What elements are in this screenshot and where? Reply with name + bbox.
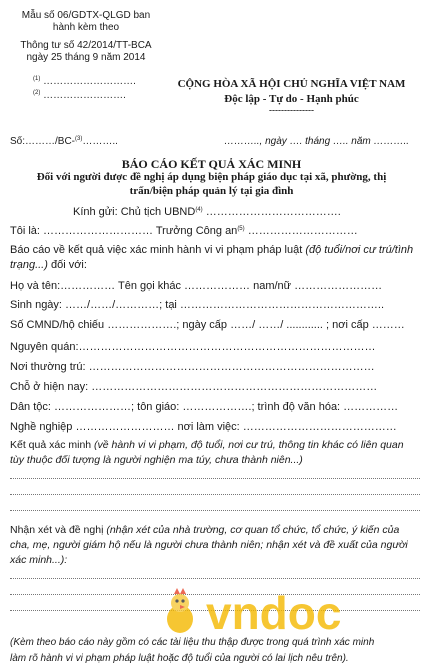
- blank-line: [10, 510, 420, 511]
- field-occupation: Nghề nghiệp ……………………… nơi làm việc: ……………………………………: [10, 421, 397, 433]
- addressee: [73, 207, 341, 218]
- field-residence: Nơi thường trú: ……………………………………………………………………: [10, 361, 375, 373]
- report-intro-2: [10, 260, 87, 271]
- agency-line-1-text: ……………………….: [43, 76, 136, 87]
- footnote-marker: (3): [75, 136, 83, 142]
- footnote-marker: (1): [33, 76, 41, 82]
- field-current-address: Chỗ ở hiện nay: ……………………………………………………………………: [10, 381, 378, 393]
- report-intro-2a: trạng...): [10, 259, 48, 271]
- attachment-note-1: (Kèm theo báo cáo này gồm có các tài liệu thu thập được trong quá trình xác minh: [10, 637, 375, 648]
- result-1a: Kết quả xác minh: [10, 439, 95, 451]
- report-number: [10, 137, 118, 147]
- report-intro-1a: Báo cáo về kết quả việc xác minh hành vi vi phạm pháp luật: [10, 244, 306, 256]
- footnote-marker: (4): [195, 207, 203, 213]
- motto: Độc lập - Tự do - Hạnh phúc: [224, 93, 359, 105]
- comment-line-2: cha, mẹ, người giám hộ nếu là người chưa thành niên; nhận xét và đề xuất của người: [10, 539, 408, 551]
- reporter-line: [10, 226, 358, 237]
- blank-line: [10, 494, 420, 495]
- vndoc-watermark: [160, 585, 375, 640]
- document-subtitle-1: Đối với người được đề nghị áp dụng biện pháp giáo dục tại xã, phường, thị: [36, 171, 387, 183]
- document-title: BÁO CÁO KẾT QUẢ XÁC MINH: [121, 157, 302, 171]
- reporter-b: …………………………: [244, 225, 358, 237]
- place-date: ……….., ngày …. tháng ….. năm ………..: [224, 136, 410, 147]
- reporter-a: Tôi là: ………………………… Trưởng Công an: [10, 225, 238, 237]
- result-line-1: [10, 440, 404, 451]
- field-dob: Sinh ngày: ……/……/…………; tại ………………………………………………..: [10, 299, 385, 311]
- result-1b: (về hành vi vi phạm, độ tuổi, nơi cư trú, thông tin khác có liên quan: [94, 439, 404, 451]
- agency-line-2: [33, 91, 126, 101]
- footnote-marker: (5): [237, 226, 245, 232]
- report-number-b: ………..: [82, 136, 118, 147]
- report-number-a: Số:………/BC-: [10, 136, 76, 147]
- footnote-marker: (2): [33, 90, 41, 96]
- comment-1a: Nhận xét và đề nghị: [10, 524, 107, 536]
- field-ethnic: Dân tộc: …………………; tôn giáo: ……………….; trình độ văn hóa: ……………: [10, 401, 399, 413]
- form-code-2: hành kèm theo: [52, 22, 120, 33]
- report-intro-1: [10, 245, 413, 256]
- circular-ref: Thông tư số 42/2014/TT-BCA: [20, 40, 152, 51]
- blank-line: [10, 578, 420, 579]
- report-intro-2b: đối với:: [47, 259, 87, 271]
- blank-line: [10, 478, 420, 479]
- field-name: Họ và tên:…………… Tên gọi khác ……………… nam/nữ ……………………: [10, 280, 383, 292]
- attachment-note-2: làm rõ hành vi vi phạm pháp luật hoặc độ tuổi của người có lai lịch nêu trên).: [10, 653, 349, 664]
- document-subtitle-2: trấn/biện pháp quản lý tại gia đình: [129, 185, 294, 197]
- field-hometown: Nguyên quán:………………………………………………………………………: [10, 341, 376, 353]
- comment-line-1: [10, 525, 399, 536]
- watermark-logo-text: vndoc: [206, 587, 342, 639]
- addressee-a: Kính gửi: Chủ tịch UBND: [73, 206, 196, 218]
- result-line-2: tùy thuộc đối tượng là người nghiện ma túy, chưa thành niên...): [10, 454, 303, 466]
- addressee-b: ……………………………….: [202, 206, 341, 218]
- field-id: Số CMND/hộ chiếu ……………….; ngày cấp ……/ ……/ ............ ; nơi cấp ………: [10, 319, 405, 331]
- comment-line-3: xác minh...):: [10, 554, 68, 566]
- form-code: Mẫu số 06/GDTX-QLGD ban: [21, 10, 151, 21]
- republic-name: CỘNG HÒA XÃ HỘI CHỦ NGHĨA VIỆT NAM: [177, 78, 406, 90]
- report-intro-1b: (độ tuổi/nơi cư trú/tình: [305, 244, 414, 256]
- circular-date: ngày 25 tháng 9 năm 2014: [26, 52, 146, 63]
- agency-line-1: [33, 77, 136, 87]
- motto-rule: ---------------: [269, 105, 314, 115]
- agency-line-2-text: …………………….: [43, 90, 126, 101]
- mascot-icon: [167, 588, 193, 633]
- comment-1b: (nhận xét của nhà trường, cơ quan tổ chức, tổ chức, ý kiến của: [106, 524, 400, 536]
